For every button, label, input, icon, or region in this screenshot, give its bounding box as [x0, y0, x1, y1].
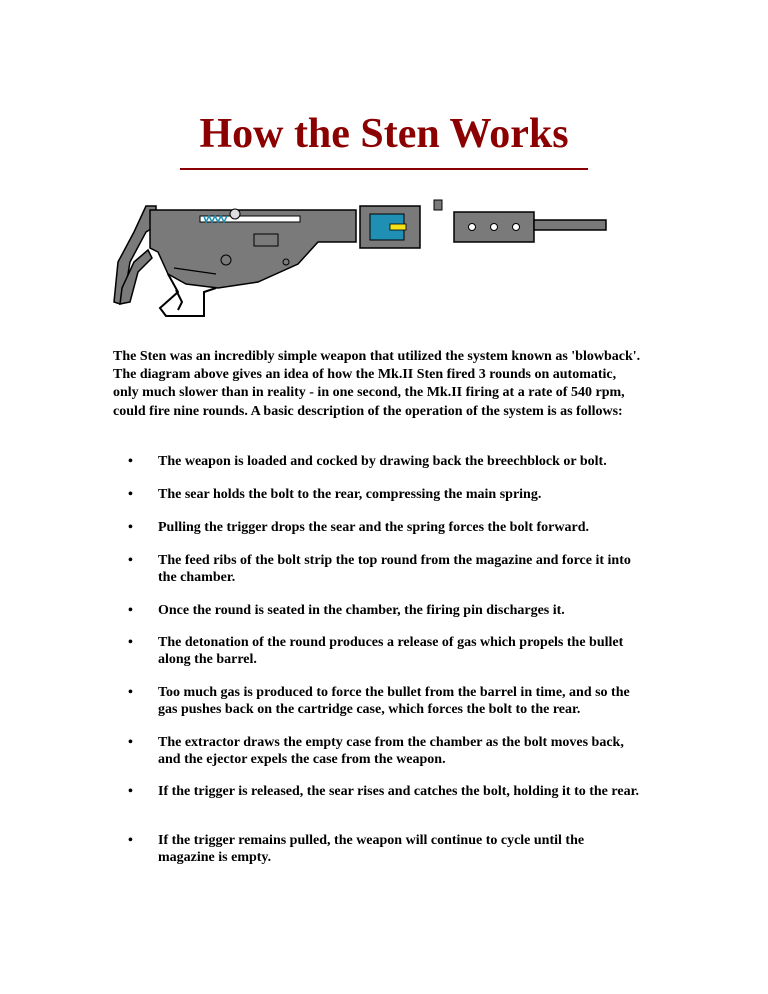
list-item: • If the trigger remains pulled, the weapon will continue to cycle until the magazine is empty. — [128, 833, 585, 865]
list-item: • The detonation of the round produces a release of gas which propels the bullet along the barrel. — [128, 635, 624, 667]
receiver-plate — [254, 234, 278, 246]
sten-gun-diagram — [108, 192, 618, 322]
trigger — [176, 290, 182, 310]
list-item: • Once the round is seated in the chamber, the firing pin discharges it. — [128, 603, 565, 618]
barrel — [534, 220, 606, 230]
screw — [283, 259, 289, 265]
vent-hole-3 — [513, 224, 520, 231]
title-divider — [180, 168, 588, 170]
vent-hole-2 — [491, 224, 498, 231]
list-item: • The feed ribs of the bolt strip the top round from the magazine and force it into the chamber. — [128, 553, 631, 585]
cocking-handle — [230, 209, 240, 219]
chamber-round — [390, 224, 406, 230]
front-sight-block — [434, 200, 442, 210]
list-item: • The sear holds the bolt to the rear, compressing the main spring. — [128, 487, 542, 502]
list-item: • Too much gas is produced to force the bullet from the barrel in time, and so the gas pushes back on the cartridge case, which forces the bolt to the rear. — [128, 685, 630, 717]
list-item: • Pulling the trigger drops the sear and the spring forces the bolt forward. — [128, 520, 590, 535]
page-title: How the Sten Works — [199, 111, 569, 157]
intro-paragraph: The Sten was an incredibly simple weapon that utilized the system known as 'blowback'. The diagram above gives an idea of how the Mk.II Sten fired 3 rounds on automatic, only much slower than in reality - in one second, the Mk.II firing at a rate of 540 rpm, could fire nine rounds. A basic description of the operation of the system is as follows: — [113, 349, 641, 419]
pivot-pin — [221, 255, 231, 265]
list-item: • The extractor draws the empty case from the chamber as the bolt moves back, and the ejector expels the case from the weapon. — [128, 735, 624, 767]
list-item: • If the trigger is released, the sear rises and catches the bolt, holding it to the rear. — [128, 784, 640, 799]
vent-hole-1 — [469, 224, 476, 231]
list-item: • The weapon is loaded and cocked by drawing back the breechblock or bolt. — [128, 454, 607, 469]
